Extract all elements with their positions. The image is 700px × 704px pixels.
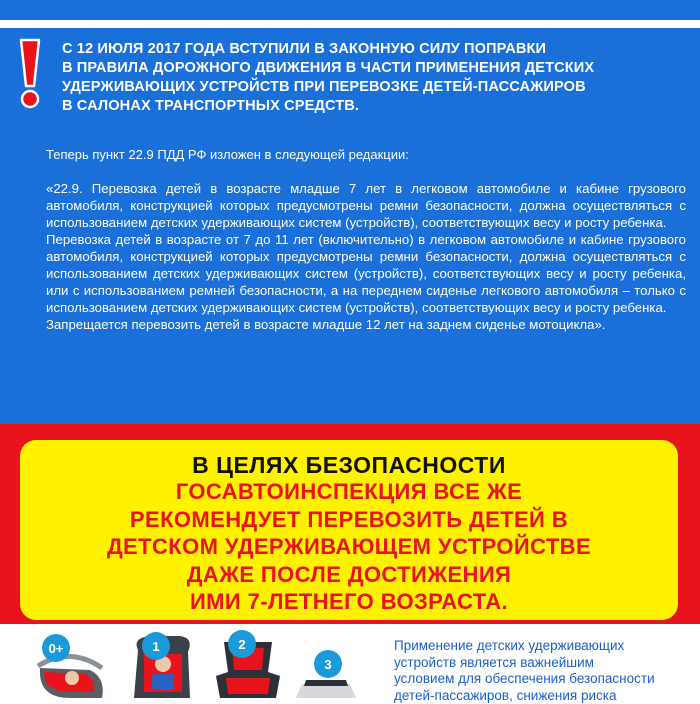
seat-badge-label: 2 xyxy=(238,637,245,652)
footnote-line: детей-пассажиров, снижения риска xyxy=(394,688,694,704)
safety-line: РЕКОМЕНДУЕТ ПЕРЕВОЗИТЬ ДЕТЕЙ В xyxy=(20,506,678,534)
safety-message xyxy=(20,478,678,616)
infant-carrier-icon xyxy=(38,656,103,698)
safety-line: ДЕТСКОМ УДЕРЖИВАЮЩЕМ УСТРОЙСТВЕ xyxy=(20,533,678,561)
header-line: В ПРАВИЛА ДОРОЖНОГО ДВИЖЕНИЯ В ЧАСТИ ПРИМЕНЕНИЯ ДЕТСКИХ xyxy=(62,59,694,78)
rule-article xyxy=(46,180,686,333)
rule-paragraph: Перевозка детей в возрасте от 7 до 11 лет (включительно) в легковом автомобиле и кабине грузового автомобиля, конструкцией которых предусмотрены ремни безопасности, должна осуществляться с использованием детских удерживающих систем (устройств), соответствующих весу и росту ребенка, или с использованием ремней безопасности, а на переднем сиденье легкового автомобиля – только с использованием детских удерживающих систем (устройств), соответствующих весу и росту ребенка. xyxy=(46,231,686,316)
header-title xyxy=(62,40,694,116)
top-gap xyxy=(0,20,700,28)
intro-text: Теперь пункт 22.9 ПДД РФ изложен в следующей редакции: xyxy=(46,146,686,163)
safety-line: ИМИ 7-ЛЕТНЕГО ВОЗРАСТА. xyxy=(20,588,678,616)
seat-badge xyxy=(228,630,256,658)
exclamation-icon xyxy=(12,38,48,110)
booster-cushion-icon xyxy=(296,680,356,698)
safety-title: В ЦЕЛЯХ БЕЗОПАСНОСТИ xyxy=(20,452,678,478)
header-line: В САЛОНАХ ТРАНСПОРТНЫХ СРЕДСТВ. xyxy=(62,97,694,116)
footnote-text xyxy=(394,638,694,704)
footnote-line: Применение детских удерживающих xyxy=(394,638,694,655)
safety-line: ДАЖЕ ПОСЛЕ ДОСТИЖЕНИЯ xyxy=(20,561,678,589)
header-line: С 12 ИЮЛЯ 2017 ГОДА ВСТУПИЛИ В ЗАКОННУЮ СИЛУ ПОПРАВКИ xyxy=(62,40,694,59)
footnote-line: условием для обеспечения безопасности xyxy=(394,671,694,688)
safety-line: ГОСАВТОИНСПЕКЦИЯ ВСЕ ЖЕ xyxy=(20,478,678,506)
top-stripe xyxy=(0,0,700,20)
seat-badge xyxy=(42,634,70,662)
footnote-line: устройств является важнейшим xyxy=(394,655,694,672)
child-seats-illustration xyxy=(10,628,360,700)
rule-paragraph: «22.9. Перевозка детей в возрасте младше 7 лет в легковом автомобиле и кабине грузового автомобиля, конструкцией которых предусмотрены ремни безопасности, должна осуществляться с использованием детских удерживающих систем (устройств), соответствующих весу и росту ребенка. xyxy=(46,180,686,231)
seat-badge-label: 0+ xyxy=(49,641,64,656)
header-line: УДЕРЖИВАЮЩИХ УСТРОЙСТВ ПРИ ПЕРЕВОЗКЕ ДЕТЕЙ-ПАССАЖИРОВ xyxy=(62,78,694,97)
rule-paragraph: Запрещается перевозить детей в возрасте младше 12 лет на заднем сиденье мотоцикла». xyxy=(46,316,686,333)
seat-badge xyxy=(314,650,342,678)
seat-badge-label: 3 xyxy=(324,657,331,672)
seat-badge-label: 1 xyxy=(152,639,159,654)
seat-badge xyxy=(142,632,170,660)
